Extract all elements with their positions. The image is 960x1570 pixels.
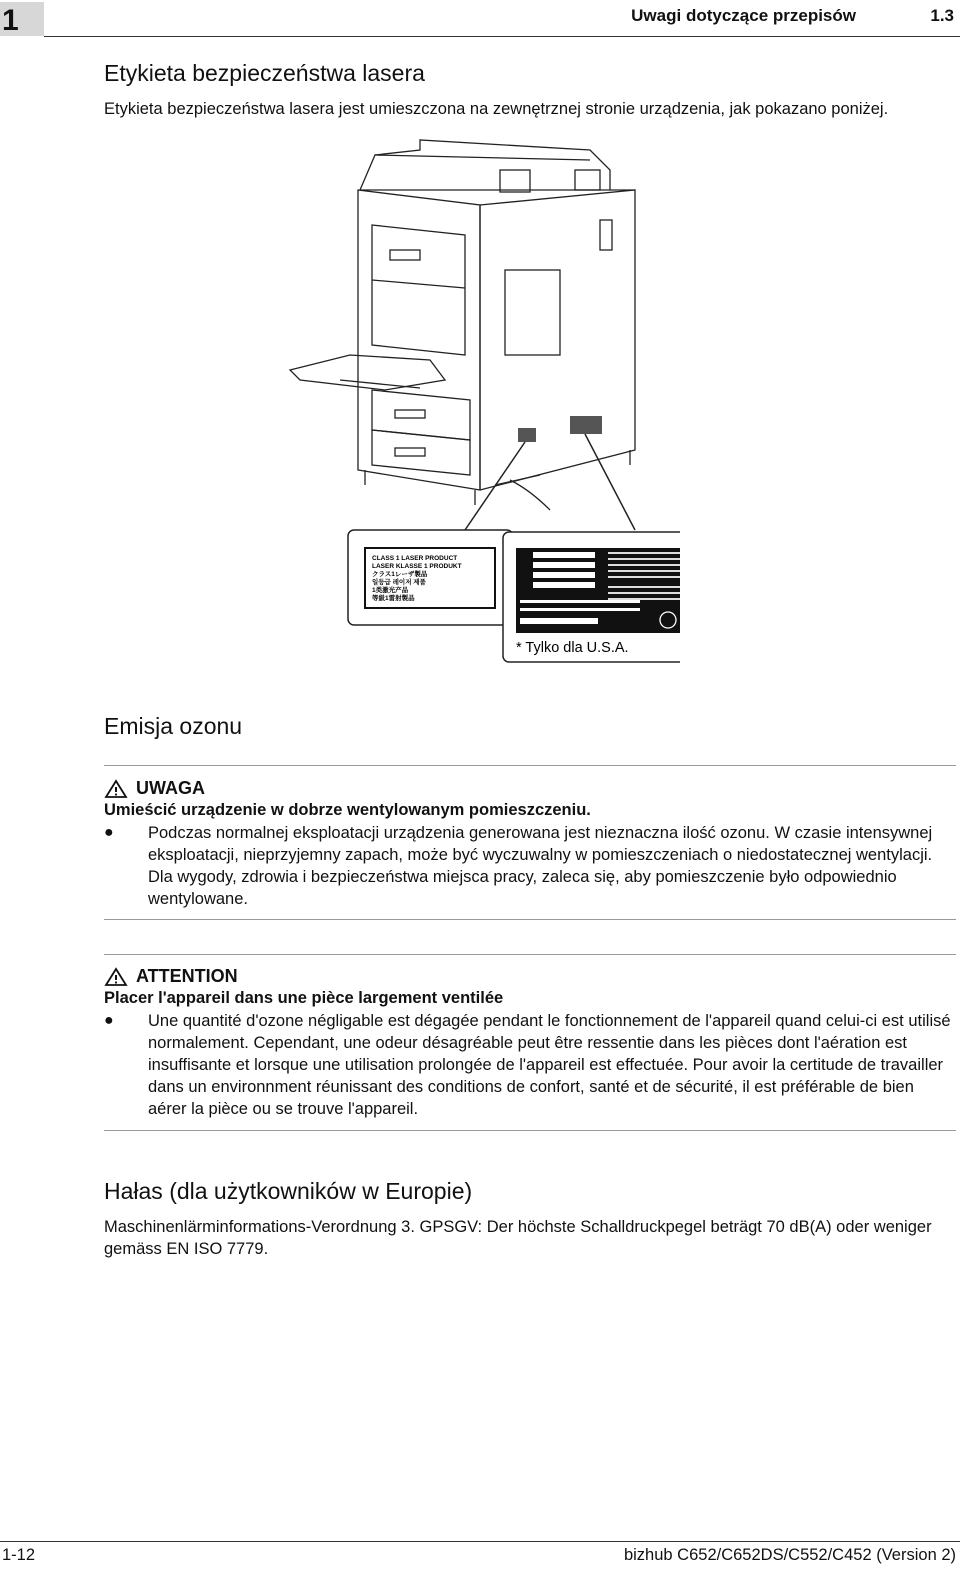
running-header-section: 1.3 [930, 6, 954, 25]
usa-only-note: * Tylko dla U.S.A. [516, 640, 629, 656]
warning-2-bullet-text: Une quantité d'ozone négligable est dégagée pendant le fonctionnement de l'appareil quand celui-ci est utilisé normalement. Cependant, une odeur désagréable peut être ressentie dans les pièces dont l'aération est insuffisante et lorsque une utilisation prolongée de l'appareil est effectuée. Pour avoir la certitude de travailler dans un environnment réunissant des conditions de confort, santé et de sécurité, il est préférable de bien aérer la pièce ou se trouve l'appareil. [148, 1012, 951, 1118]
laser-label-line-1: CLASS 1 LASER PRODUCT [372, 555, 458, 562]
ozone-heading: Emisja ozonu [104, 713, 243, 739]
product-name: bizhub C652/C652DS/C552/C452 (Version 2) [623, 1546, 956, 1564]
printer-illustration [280, 130, 680, 670]
warning-2-subtitle: Placer l'appareil dans une pièce largement ventilée [104, 989, 504, 1007]
warning-1-bullet-row [104, 822, 956, 910]
noise-heading: Hałas (dla użytkowników w Europie) [104, 1178, 473, 1204]
laser-label-line-6: 等級1雷射製品 [372, 595, 415, 602]
laser-label-line-3: クラス1レーザ製品 [372, 571, 428, 578]
warning-1-title: UWAGA [136, 778, 205, 798]
chapter-number: 1 [2, 4, 19, 37]
laser-label-line-5: 1类激光产品 [372, 587, 409, 594]
warning-uwaga [104, 778, 956, 910]
warning-2-bullet-row [104, 1010, 956, 1120]
warning-1-subtitle: Umieścić urządzenie w dobrze wentylowanym pomieszczeniu. [104, 801, 591, 819]
noise-text: Maschinenlärminformations-Verordnung 3. GPSGV: Der höchste Schalldruckpegel beträgt 70 dB(A) oder weniger gemäss EN ISO 7779. [104, 1218, 932, 1258]
footer-rule [0, 1541, 960, 1542]
warning-attention [104, 966, 956, 1120]
warning-1-bottom-rule [104, 919, 956, 920]
warning-2-bottom-rule [104, 1130, 956, 1131]
laser-text: Etykieta bezpieczeństwa lasera jest umieszczona na zewnętrznej stronie urządzenia, jak pokazano poniżej. [104, 100, 889, 118]
laser-label-marker [518, 428, 536, 442]
warning-2-title: ATTENTION [136, 966, 238, 986]
warning-triangle-icon [104, 779, 128, 799]
warning-1-bullet-text: Podczas normalnej eksploatacji urządzenia generowana jest nieznaczna ilość ozonu. W czasie intensywnej eksploatacji, nieprzyjemny zapach, może być wyczuwalny w pomieszczeniach o niedostatecznej wentylacji. Dla wygody, zdrowia i bezpieczeństwa miejsca pracy, zaleca się, aby pomieszczenie było odpowiednio wentylowane. [148, 824, 933, 908]
bullet-dot-icon: ● [104, 1012, 114, 1029]
warning-1-top-rule [104, 765, 956, 766]
warning-triangle-icon [104, 967, 128, 987]
laser-heading: Etykieta bezpieczeństwa lasera [104, 60, 425, 86]
usa-label-marker [570, 416, 602, 434]
warning-1-title-row [104, 778, 956, 799]
warning-2-title-row [104, 966, 956, 987]
warning-2-top-rule [104, 954, 956, 955]
laser-label-line-2: LASER KLASSE 1 PRODUKT [372, 563, 462, 570]
header-rule [44, 36, 960, 37]
laser-label-line-4: 일등급 레이저 제품 [372, 579, 426, 586]
page-number: 1-12 [2, 1546, 36, 1564]
bullet-dot-icon: ● [104, 824, 114, 841]
running-header-title: Uwagi dotyczące przepisów [631, 6, 856, 25]
